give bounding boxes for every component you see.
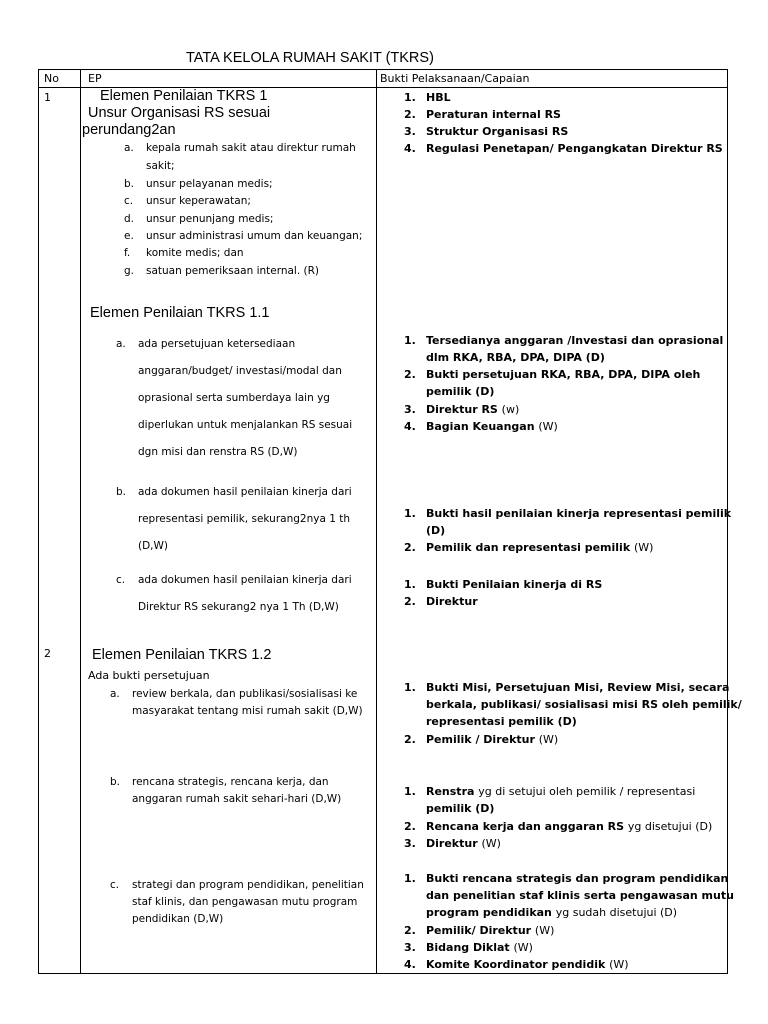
document-title: TATA KELOLA RUMAH SAKIT (TKRS) bbox=[186, 50, 434, 66]
ep1-subtitle-line1: Unsur Organisasi RS sesuai bbox=[88, 105, 271, 121]
header-no: No bbox=[44, 72, 59, 85]
header-bukti: Bukti Pelaksanaan/Capaian bbox=[380, 72, 530, 85]
row-number: 2 bbox=[44, 647, 51, 660]
ep12-title: Elemen Penilaian TKRS 1.2 bbox=[92, 647, 272, 663]
ep1-subtitle-line2: perundang2an bbox=[82, 122, 176, 138]
header-ep: EP bbox=[88, 72, 102, 85]
ep1-title: Elemen Penilaian TKRS 1 bbox=[100, 88, 268, 104]
table-border-left bbox=[38, 69, 39, 974]
ep11-title: Elemen Penilaian TKRS 1.1 bbox=[90, 305, 270, 321]
row-number: 1 bbox=[44, 91, 51, 104]
table-border-bottom bbox=[38, 973, 728, 974]
table-col-divider-2 bbox=[376, 69, 377, 974]
table-border-top bbox=[38, 69, 728, 70]
table-col-divider-1 bbox=[80, 69, 81, 974]
ep12-subtitle: Ada bukti persetujuan bbox=[88, 669, 210, 682]
